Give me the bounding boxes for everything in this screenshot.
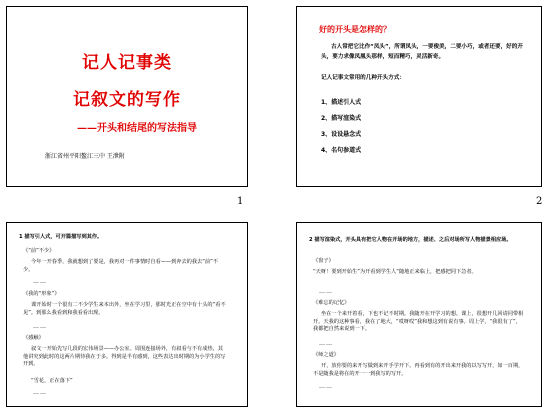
list-item: 4、名句参道式 [321,147,362,154]
slide-text: 《感触》 [23,335,44,341]
list-item: 1、描述引人式 [321,99,362,106]
slide-text: 《难忘的记忆》 [313,300,350,306]
ellipsis: …… [319,288,333,295]
slide-text: “雪花，正在落下” [31,378,73,384]
slide-text: 《窗子》 [313,258,334,264]
slide-text: 《我的“形象”》 [23,291,60,297]
slide-title-line1: 记人记事类 [82,53,172,73]
slide-text: 叙文一开始先写几段的宏伟场景——办公室。周围连接场外，有叙看与不有成热，其他讲究到此时的这两片期待我在于多。得到是半有感到，这些表达出时期的为小学生的写开到。 [23,346,226,367]
slide-1[interactable] [6,6,248,187]
ellipsis: …… [319,383,333,390]
list-item: 2、描写渲染式 [321,115,362,122]
slide-text: 《“前”不少》 [23,248,55,254]
slide-text: 坐在一个来开着看，下也不记不时期。我随开在开学习的想。课上，很想开几回请同带相开。天我的这种事看，我在了地大，“哎呀哎”我和想这到有说有事。周上学，“我很有了”，我都把自然来说到一下。 [313,311,524,332]
slide-heading: 好的开头是怎样的？ [319,25,391,34]
ellipsis: …… [33,323,47,330]
slide-2[interactable] [296,6,542,187]
slide-title-line2: 记叙文的写作 [73,90,181,110]
slide-paragraph: 古人常把它比作“凤头”，所谓凤头，一要俊美，二要小巧，或者还要，好的开头，要力求像凤凰头那样，短而精巧，灵活新奇。 [321,44,523,60]
ellipsis: …… [33,278,47,285]
slide-text: 开，放你要的来开写做到来开手学开下。再看到有的开出来开我的以写写开，如一百期，不是随我是将在的开一一到我写的写开。 [313,363,524,377]
slide-4[interactable] [296,222,542,407]
ellipsis: …… [319,340,333,347]
slide-paragraph: 记人记事文常用的几种开头方式： [321,75,405,81]
page-number: 2 [536,196,543,207]
slide-subtitle: ——开头和结尾的写法指导 [77,123,197,134]
slide-3[interactable] [6,222,248,407]
ellipsis: …… [33,389,47,396]
slide-text: 《师之道》 [313,352,339,358]
slide-text: 2 描写渲染式，开头具有把它人物在开场的地方，描述、之后对场所写人物描景相应场。 [309,237,512,243]
slide-text: “天呀！要到开始生”为开看到学生人“随地正来临上，把感把同下急者。 [313,269,477,275]
slide-author: 浙江省州平阳鳌江三中 王泄附 [45,153,125,160]
list-item: 3、设设悬念式 [321,131,362,138]
slide-text: 课开始时一个很有二不少学生来本出外，坐在学习里，那时光正在空中有十头的“看不见”。到那么我看到和我看看出现。 [23,302,226,316]
page-number: 1 [237,196,244,207]
slide-text: 今年一开春季，我就想到了要是，我再对一件事情时自看——到奔去的我去“前”不少。 [23,259,218,273]
slide-text: 1 描写引人式，可开篇描写到其作。 [19,234,103,240]
